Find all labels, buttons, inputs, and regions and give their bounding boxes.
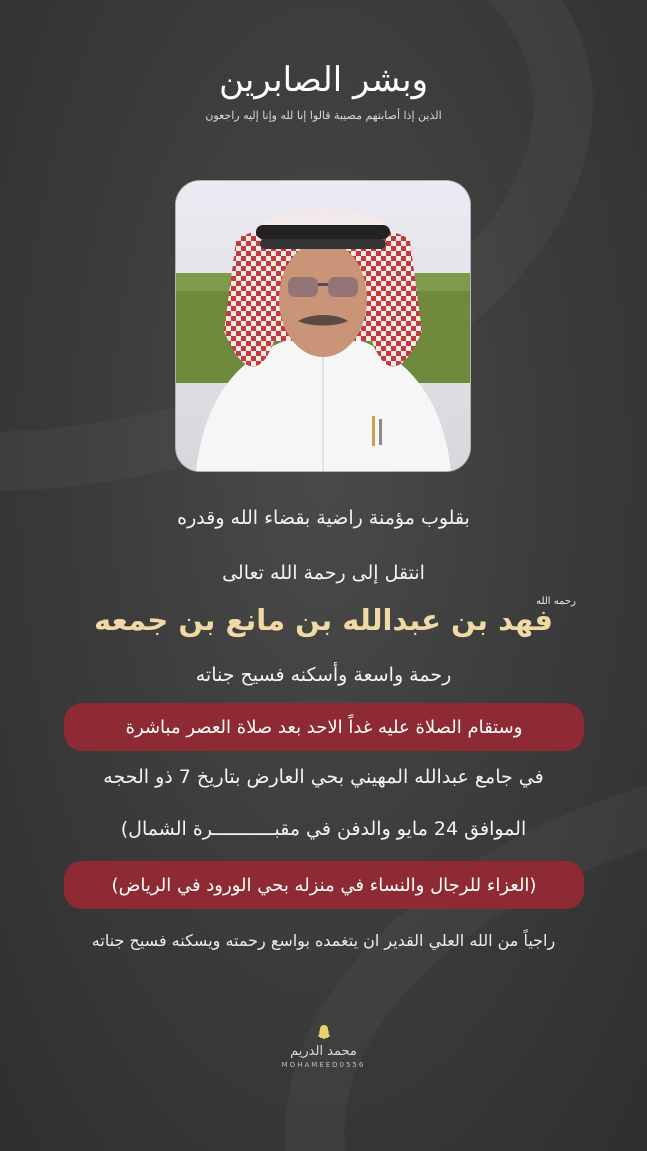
portrait-illustration [176, 181, 470, 471]
passed-away-line: انتقل إلى رحمة الله تعالى [222, 562, 425, 584]
prayer-text: وستقام الصلاة عليه غداً الاحد بعد صلاة العصر مباشرة [125, 716, 523, 738]
signature-block [0, 1024, 647, 1069]
verse-subtitle: الذين إذا أصابتهم مصيبة قالوا إنا لله وإنا إليه راجعون [205, 109, 442, 123]
intro-line: بقلوب مؤمنة راضية بقضاء الله وقدره [177, 507, 470, 529]
prayer-banner [64, 703, 584, 751]
signature-name: محمد الدريم [290, 1044, 357, 1059]
closing-prayer: راجياً من الله العلي القدير ان يتغمده بواسع رحمته ويسكنه فسيح جناته [91, 931, 556, 950]
calligraphy-header [0, 62, 647, 122]
deceased-name: فهد بن عبدالله بن مانع بن جمعه [94, 603, 553, 637]
condolence-text: (العزاء للرجال والنساء في منزله بحي الورود في الرياض) [111, 874, 537, 896]
deceased-name-block [0, 603, 647, 637]
location-line: في جامع عبدالله المهيني بحي العارض بتاريخ 7 ذو الحجه [103, 766, 544, 788]
verse-calligraphy: وبشر الصابرين [219, 60, 428, 100]
rahimahullah-note: رحمه الله [536, 596, 576, 607]
mercy-line: رحمة واسعة وأسكنه فسيح جناته [195, 664, 452, 686]
signature-handle: MOHAMEED0556 [281, 1061, 366, 1069]
burial-line: الموافق 24 مايو والدفن في مقبـــــــــــرة الشمال) [120, 818, 527, 840]
portrait-photo [176, 181, 470, 471]
condolence-banner [64, 861, 584, 909]
snapchat-ghost-icon [317, 1024, 331, 1040]
